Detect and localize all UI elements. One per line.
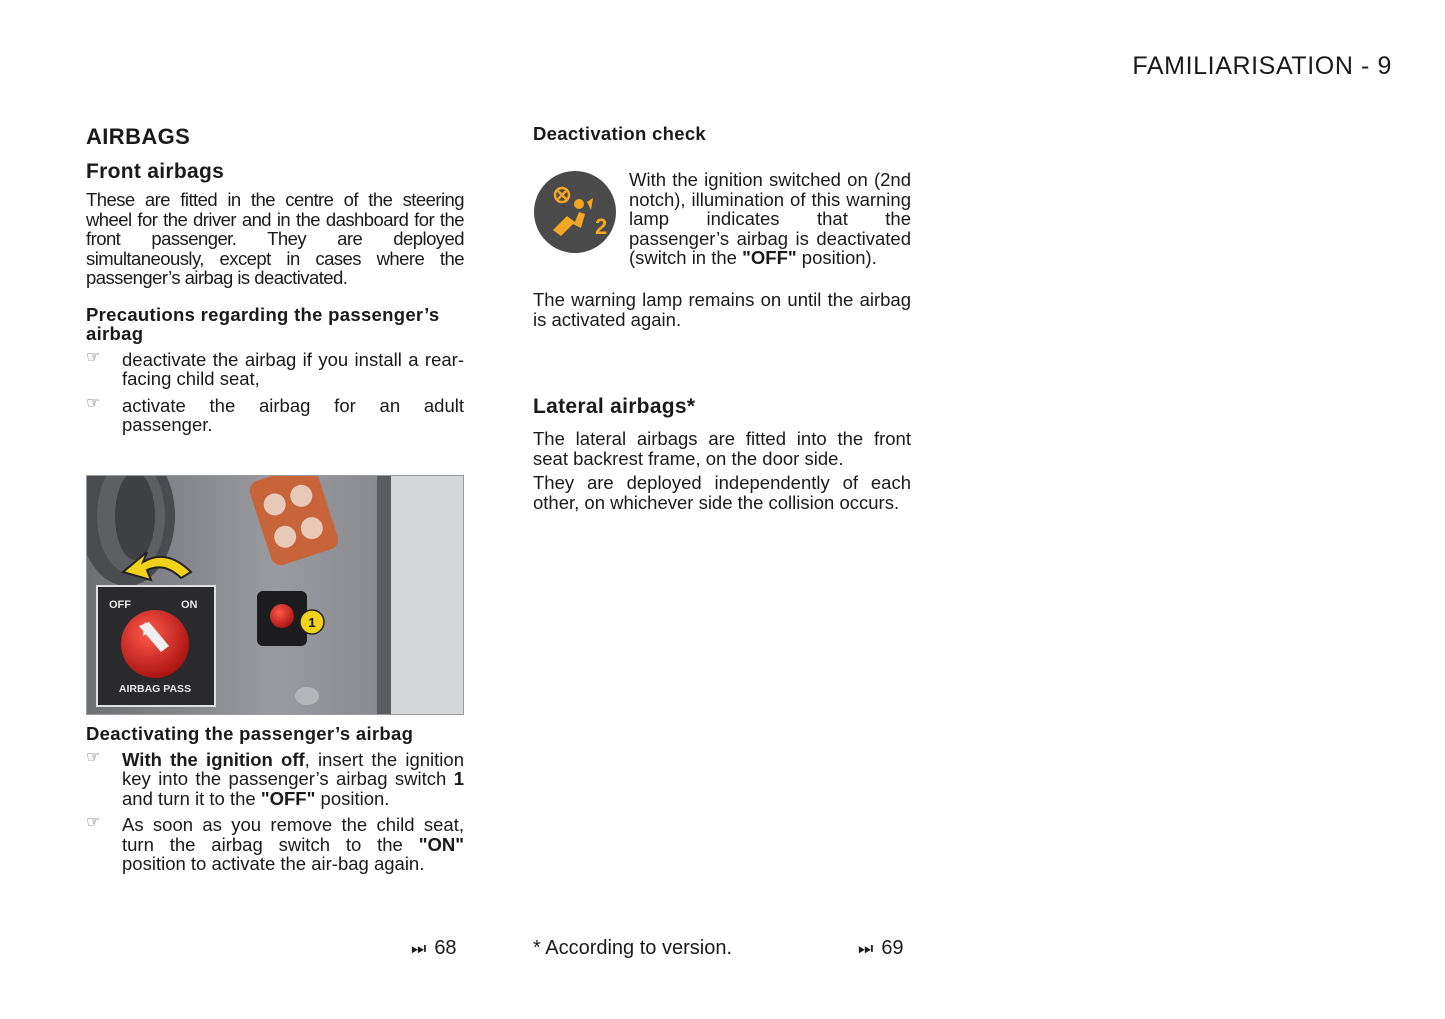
page-ref-68: ⏭ 68 — [411, 937, 457, 959]
page-ref-69: ⏭ 69 — [858, 937, 904, 959]
lateral-airbags-text-1: The lateral airbags are fitted into the front seat backrest frame, on the door side. — [533, 428, 911, 469]
pointing-hand-icon: ☞ — [86, 748, 101, 766]
pointing-hand-icon: ☞ — [86, 348, 101, 366]
switch-on-label: ON — [181, 599, 198, 611]
deactivating-heading: Deactivating the passenger’s airbag — [86, 723, 414, 744]
lateral-airbags-text-2: They are deployed independently of each other, on whichever side the collision occurs. — [533, 472, 911, 513]
page-header: FAMILIARISATION - 9 — [1132, 52, 1392, 80]
middle-column — [533, 124, 911, 144]
left-column — [86, 124, 464, 442]
front-airbags-heading: Front airbags — [86, 160, 225, 183]
section-title-airbags: AIRBAGS — [86, 124, 191, 149]
skip-forward-icon: ⏭ — [411, 938, 427, 958]
callout-number: 1 — [308, 615, 316, 630]
list-item: ☞ deactivate the airbag if you install a rear-facing child seat, — [86, 348, 464, 389]
left-column-lower — [86, 724, 464, 881]
precautions-list — [86, 350, 464, 435]
list-item: ☞ activate the airbag for an adult passenger. — [86, 394, 464, 435]
front-airbags-text: These are fitted in the centre of the steering wheel for the driver and in the dashboard for the front passenger. They are deployed simultaneously, except in cases where the passenger’s airbag is deactivated. — [86, 189, 464, 288]
list-item: ☞ As soon as you remove the child seat, turn the airbag switch to the "ON" position to activate the air-bag again. — [86, 814, 464, 874]
footnote: * According to version. — [533, 937, 732, 959]
svg-text:2: 2 — [595, 214, 608, 239]
airbag-deactivated-warning-icon — [533, 170, 617, 254]
switch-off-label: OFF — [109, 599, 131, 611]
pointing-hand-icon: ☞ — [86, 394, 101, 412]
middle-column-lower — [533, 290, 911, 512]
warning-lamp-text: The warning lamp remains on until the airbag is activated again. — [533, 289, 911, 330]
deactivating-list — [86, 750, 464, 874]
deactivation-check-text: With the ignition switched on (2nd notch), illumination of this warning lamp indicates that the passenger’s airbag is deactivated (switch in the "OFF" position). — [629, 169, 911, 268]
lateral-airbags-heading: Lateral airbags* — [533, 395, 696, 418]
precautions-heading: Precautions regarding the passenger’s airbag — [86, 303, 440, 344]
airbag-switch-photo — [86, 475, 464, 715]
skip-forward-icon: ⏭ — [858, 938, 874, 958]
deactivation-check-heading: Deactivation check — [533, 123, 707, 144]
airbag-switch-illustration — [87, 476, 463, 714]
pointing-hand-icon: ☞ — [86, 814, 101, 831]
list-item: ☞ With the ignition off, insert the ignition key into the passenger’s airbag switch 1 and turn it to the "OFF" position. — [86, 748, 464, 809]
switch-airbag-pass-label: AIRBAG PASS — [118, 683, 192, 695]
